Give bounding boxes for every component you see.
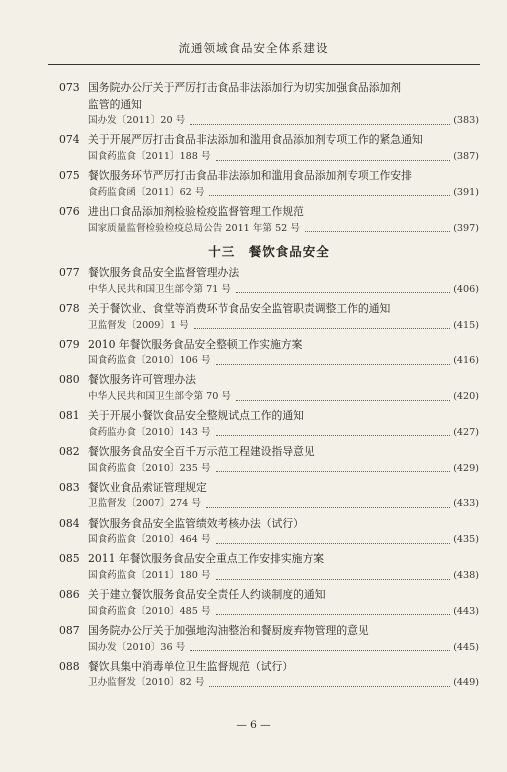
leader-dots xyxy=(209,195,450,196)
toc-entry xyxy=(59,301,479,334)
leader-dots xyxy=(216,160,451,161)
entry-number: 076 xyxy=(59,204,80,218)
toc-entry xyxy=(59,80,479,130)
entry-title: 餐饮具集中消毒单位卫生监督规范（试行） xyxy=(88,659,294,673)
entry-page: (406) xyxy=(453,283,479,295)
entry-number: 086 xyxy=(59,588,80,602)
entry-page: (443) xyxy=(453,605,479,617)
entry-number: 085 xyxy=(59,552,80,566)
entry-doc-number: 国食药监食〔2010〕485 号 xyxy=(88,605,211,617)
entry-title: 2010 年餐饮服务食品安全整顿工作实施方案 xyxy=(88,337,303,351)
entry-number: 084 xyxy=(59,516,80,530)
leader-dots xyxy=(216,543,451,544)
entry-title: 关于开展小餐饮食品安全整规试点工作的通知 xyxy=(88,409,304,423)
entry-title-continued: 监管的通知 xyxy=(88,97,142,111)
toc-entry xyxy=(59,587,479,620)
entry-number: 078 xyxy=(59,301,80,315)
entry-page: (420) xyxy=(453,391,479,403)
entry-title: 餐饮业食品索证管理规定 xyxy=(88,480,207,494)
entry-page: (433) xyxy=(453,498,479,510)
toc-entry xyxy=(59,516,479,549)
leader-dots xyxy=(190,650,450,651)
entry-number: 083 xyxy=(59,480,80,494)
page-number: — 6 — xyxy=(236,719,271,731)
toc-entry xyxy=(59,444,479,477)
entry-number: 087 xyxy=(59,623,80,637)
entry-title: 餐饮服务食品安全百千万示范工程建设指导意见 xyxy=(88,445,315,459)
toc-entry xyxy=(59,372,479,405)
entry-doc-number: 国食药监食〔2010〕235 号 xyxy=(88,462,211,474)
entry-title: 国务院办公厅关于严厉打击食品非法添加行为切实加强食品添加剂 xyxy=(88,81,402,94)
leader-dots xyxy=(216,614,451,615)
entry-doc-number: 食药监办食〔2010〕143 号 xyxy=(88,426,211,438)
entry-title: 关于建立餐饮服务食品安全责任人约谈制度的通知 xyxy=(88,588,326,602)
entry-doc-number: 国家质量监督检验检疫总局公告 2011 年第 52 号 xyxy=(88,222,300,234)
entry-page: (397) xyxy=(453,222,479,234)
entry-doc-number: 卫办监督发〔2010〕82 号 xyxy=(88,677,205,689)
entry-page: (427) xyxy=(453,426,479,438)
entry-number: 082 xyxy=(59,445,80,459)
entry-doc-number: 卫监督发〔2007〕274 号 xyxy=(88,498,201,510)
toc-entry xyxy=(59,408,479,441)
entry-page: (438) xyxy=(453,569,479,581)
toc-entry xyxy=(59,551,479,584)
toc-entry xyxy=(59,623,479,656)
entry-number: 077 xyxy=(59,266,80,280)
entry-title: 餐饮服务食品安全监督管理办法 xyxy=(88,266,240,280)
entry-doc-number: 国食药监食〔2011〕188 号 xyxy=(88,150,211,162)
leader-dots xyxy=(216,435,451,436)
toc-entry xyxy=(59,480,479,513)
leader-dots xyxy=(190,124,450,125)
section-heading: 十三 餐饮食品安全 xyxy=(208,244,330,260)
entry-title: 关于餐饮业、食堂等消费环节食品安全监管职责调整工作的通知 xyxy=(88,301,391,315)
entry-title: 国务院办公厅关于加强地沟油整治和餐厨废弃物管理的意见 xyxy=(88,623,369,637)
entry-doc-number: 中华人民共和国卫生部令第 71 号 xyxy=(88,283,232,295)
running-header: 流通领域食品安全体系建设 xyxy=(178,41,329,55)
leader-dots xyxy=(194,328,450,329)
entry-page: (445) xyxy=(453,641,479,653)
toc-list xyxy=(59,80,479,695)
entry-number: 081 xyxy=(59,409,80,423)
leader-dots xyxy=(209,686,450,687)
entry-number: 079 xyxy=(59,337,80,351)
entry-page: (449) xyxy=(453,677,479,689)
entry-title: 餐饮服务许可管理办法 xyxy=(88,373,196,387)
entry-page: (387) xyxy=(453,150,479,162)
entry-number: 088 xyxy=(59,659,80,673)
toc-entry xyxy=(59,659,479,692)
entry-doc-number: 国办发〔2011〕20 号 xyxy=(88,115,186,127)
entry-doc-number: 国办发〔2010〕36 号 xyxy=(88,641,186,653)
leader-dots xyxy=(216,364,451,365)
leader-dots xyxy=(236,292,450,293)
leader-dots xyxy=(216,471,451,472)
entry-number: 075 xyxy=(59,169,80,183)
entry-doc-number: 国食药监食〔2010〕464 号 xyxy=(88,534,211,546)
entry-title: 关于开展严厉打击食品非法添加和滥用食品添加剂专项工作的紧急通知 xyxy=(88,133,423,147)
entry-page: (391) xyxy=(453,186,479,198)
entry-title: 2011 年餐饮服务食品安全重点工作安排实施方案 xyxy=(88,552,325,566)
entry-page: (435) xyxy=(453,534,479,546)
entry-number: 073 xyxy=(59,81,80,94)
leader-dots xyxy=(216,579,451,580)
toc-entry xyxy=(59,265,479,298)
entry-title: 餐饮服务环节严厉打击食品非法添加和滥用食品添加剂专项工作安排 xyxy=(88,169,412,183)
leader-dots xyxy=(236,400,450,401)
leader-dots xyxy=(206,507,450,508)
entry-page: (429) xyxy=(453,462,479,474)
toc-entry xyxy=(59,132,479,165)
header-rule xyxy=(48,64,480,65)
toc-entry xyxy=(59,204,479,237)
entry-doc-number: 国食药监食〔2011〕180 号 xyxy=(88,569,211,581)
entry-title: 进出口食品添加剂检验检疫监督管理工作规范 xyxy=(88,204,304,218)
entry-doc-number: 卫监督发〔2009〕1 号 xyxy=(88,319,189,331)
entry-page: (383) xyxy=(453,115,479,127)
entry-number: 074 xyxy=(59,133,80,147)
toc-entry xyxy=(59,337,479,370)
entry-number: 080 xyxy=(59,373,80,387)
entry-doc-number: 国食药监食〔2010〕106 号 xyxy=(88,355,211,367)
entry-title: 餐饮服务食品安全监管绩效考核办法（试行） xyxy=(88,516,304,530)
entry-doc-number: 食药监食函〔2011〕62 号 xyxy=(88,186,205,198)
entry-doc-number: 中华人民共和国卫生部令第 70 号 xyxy=(88,391,232,403)
toc-entry xyxy=(59,168,479,201)
leader-dots xyxy=(305,231,450,232)
entry-page: (415) xyxy=(453,319,479,331)
entry-page: (416) xyxy=(453,355,479,367)
